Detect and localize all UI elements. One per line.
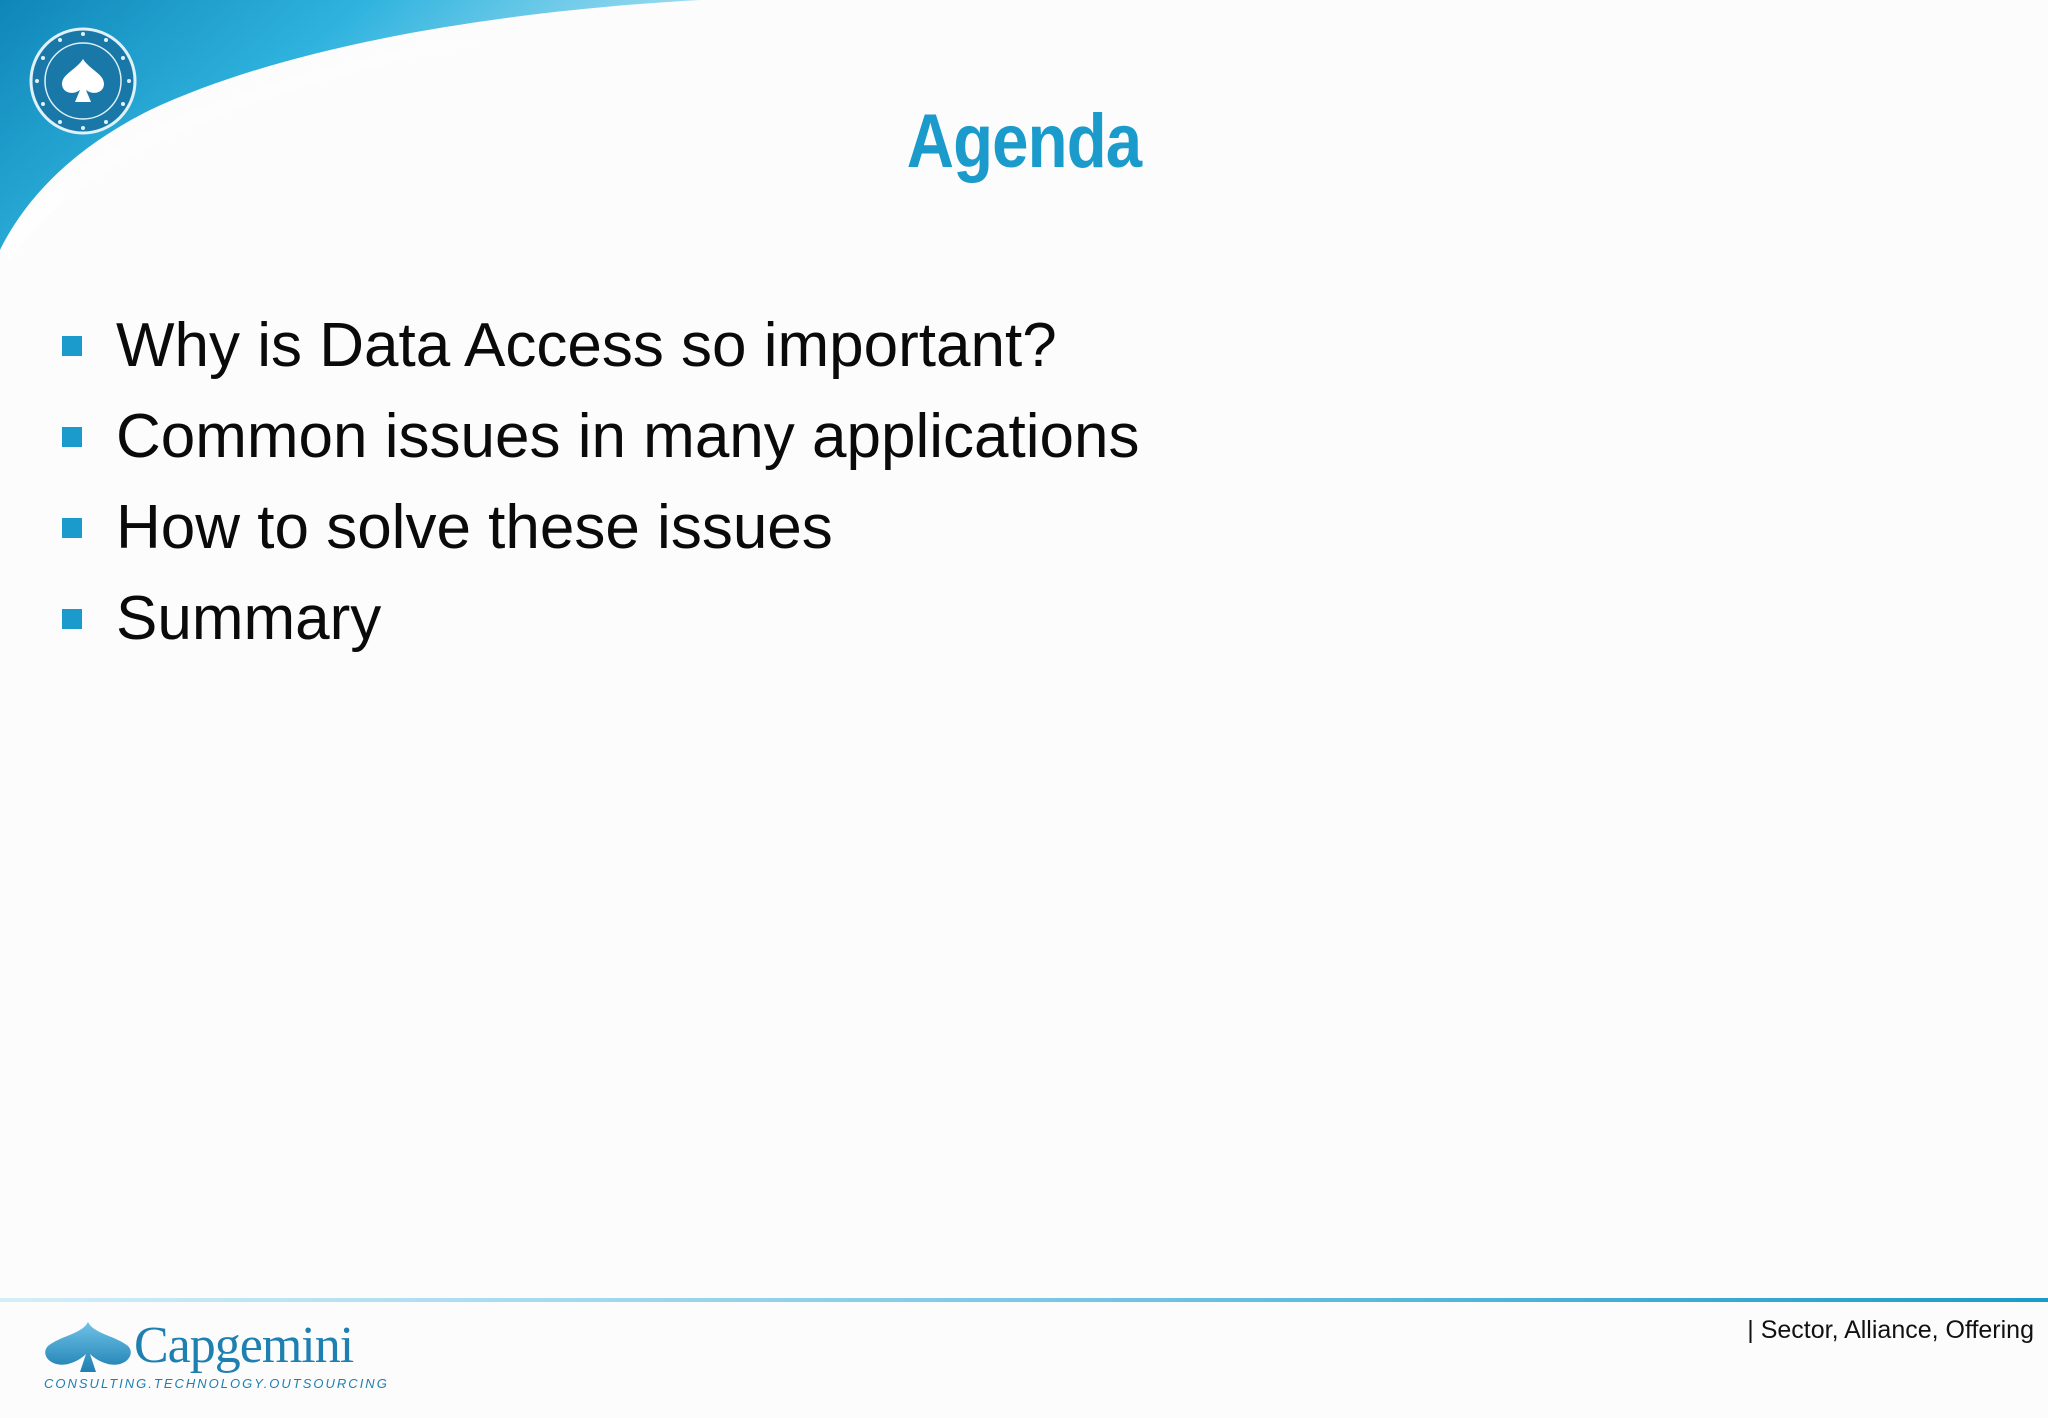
agenda-item-label: How to solve these issues: [116, 493, 833, 562]
agenda-item-label: Common issues in many applications: [116, 402, 1140, 471]
logo-wordmark: Capgemini: [134, 1317, 354, 1374]
spade-logo-icon: [42, 1320, 134, 1376]
square-bullet-icon: [62, 518, 82, 538]
agenda-item-label: Why is Data Access so important?: [116, 311, 1057, 380]
agenda-item: [62, 573, 1139, 664]
square-bullet-icon: [62, 427, 82, 447]
slide-title: Agenda: [906, 99, 1142, 184]
seal-icon: [28, 26, 138, 136]
agenda-item: [62, 482, 1139, 573]
agenda-item: [62, 391, 1139, 482]
square-bullet-icon: [62, 609, 82, 629]
footer-divider: [0, 1298, 2048, 1302]
agenda-item: [62, 300, 1139, 391]
square-bullet-icon: [62, 336, 82, 356]
agenda-item-label: Summary: [116, 584, 382, 653]
logo-tagline: CONSULTING.TECHNOLOGY.OUTSOURCING: [44, 1376, 389, 1391]
capgemini-logo: [42, 1316, 389, 1396]
agenda-list: [62, 300, 1139, 664]
footer-text: | Sector, Alliance, Offering: [1747, 1316, 2034, 1344]
